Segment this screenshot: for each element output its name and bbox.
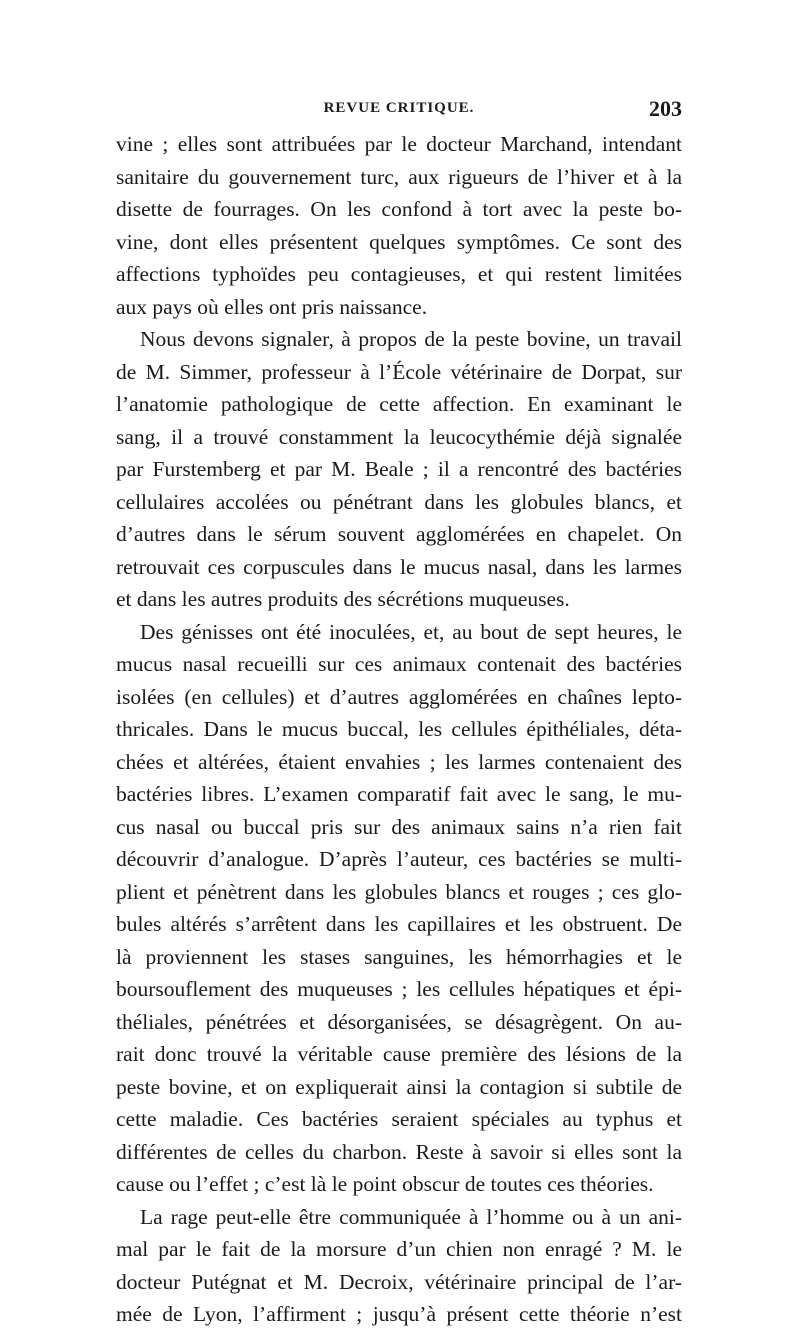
text-line: docteur Putégnat et M. Decroix, vétérinaire principal de l’ar- [116, 1269, 682, 1294]
text-line: affections typhoïdes peu contagieuses, et qui restent limitées [116, 262, 682, 286]
text-line: là proviennent les stases sanguines, les hémorrhagies et le [116, 944, 682, 969]
text-line: par Furstemberg et par M. Beale ; il a rencontré des bactéries [116, 457, 682, 481]
running-head: REVUE CRITIQUE. [323, 100, 475, 116]
body-text [116, 128, 682, 1331]
text-line: cause ou l’effet ; c’est là le point obscur de toutes ces théories. [116, 1172, 654, 1196]
text-line: thricales. Dans le mucus buccal, les cellules épithéliales, déta- [116, 717, 682, 741]
text-line: l’anatomie pathologique de cette affection. En examinant le [116, 392, 682, 416]
text-line: et dans les autres produits des sécrétions muqueuses. [116, 587, 570, 611]
text-line: découvrir d’analogue. D’après l’auteur, ces bactéries se multi- [116, 847, 682, 871]
text-line: Des génisses ont été inoculées, et, au bout de sept heures, le [140, 619, 682, 644]
text-line: vine, dont elles présentent quelques symptômes. Ce sont des [116, 229, 682, 254]
text-line: théliales, pénétrées et désorganisées, se désagrègent. On au- [116, 1009, 682, 1034]
page-header [116, 96, 682, 122]
text-line: isolées (en cellules) et d’autres agglomérées en chaînes lepto- [116, 684, 682, 709]
text-line: plient et pénètrent dans les globules blancs et rouges ; ces glo- [116, 879, 682, 904]
text-line: disette de fourrages. On les confond à tort avec la peste bo- [116, 197, 682, 221]
page-number: 203 [649, 96, 682, 121]
text-line: d’autres dans le sérum souvent agglomérées en chapelet. On [116, 522, 682, 546]
text-line: mal par le fait de la morsure d’un chien non enragé ? M. le [116, 1237, 682, 1261]
text-line: rait donc trouvé la véritable cause première des lésions de la [116, 1042, 682, 1066]
text-line: cellulaires accolées ou pénétrant dans les globules blancs, et [116, 489, 682, 514]
text-line: aux pays où elles ont pris naissance. [116, 294, 428, 319]
text-line: sang, il a trouvé constamment la leucocythémie déjà signalée [116, 424, 682, 449]
text-line: bactéries libres. L’examen comparatif fait avec le sang, le mu- [116, 782, 682, 806]
text-line: vine ; elles sont attribuées par le docteur Marchand, intendant [116, 132, 682, 156]
text-line: mucus nasal recueilli sur ces animaux contenait des bactéries [116, 652, 682, 676]
text-line: bules altérés s’arrêtent dans les capillaires et les obstruent. De [116, 912, 682, 936]
text-line: mée de Lyon, l’affirment ; jusqu’à présent cette théorie n’est [116, 1302, 682, 1326]
text-line: différentes de celles du charbon. Reste à savoir si elles sont la [116, 1139, 682, 1164]
text-line: peste bovine, et on expliquerait ainsi la contagion si subtile de [116, 1074, 682, 1099]
text-line: Nous devons signaler, à propos de la peste bovine, un travail [140, 327, 682, 351]
text-line: cette maladie. Ces bactéries seraient spéciales au typhus et [116, 1107, 682, 1131]
text-line: boursouflement des muqueuses ; les cellules hépatiques et épi- [116, 977, 682, 1001]
text-line: La rage peut-elle être communiquée à l’homme ou à un ani- [140, 1204, 682, 1229]
text-line: retrouvait ces corpuscules dans le mucus nasal, dans les larmes [116, 554, 682, 579]
text-line: chées et altérées, étaient envahies ; les larmes contenaient des [116, 749, 682, 774]
text-line: cus nasal ou buccal pris sur des animaux sains n’a rien fait [116, 814, 682, 839]
text-line: sanitaire du gouvernement turc, aux rigueurs de l’hiver et à la [116, 164, 682, 189]
text-line: de M. Simmer, professeur à l’École vétérinaire de Dorpat, sur [116, 359, 682, 384]
